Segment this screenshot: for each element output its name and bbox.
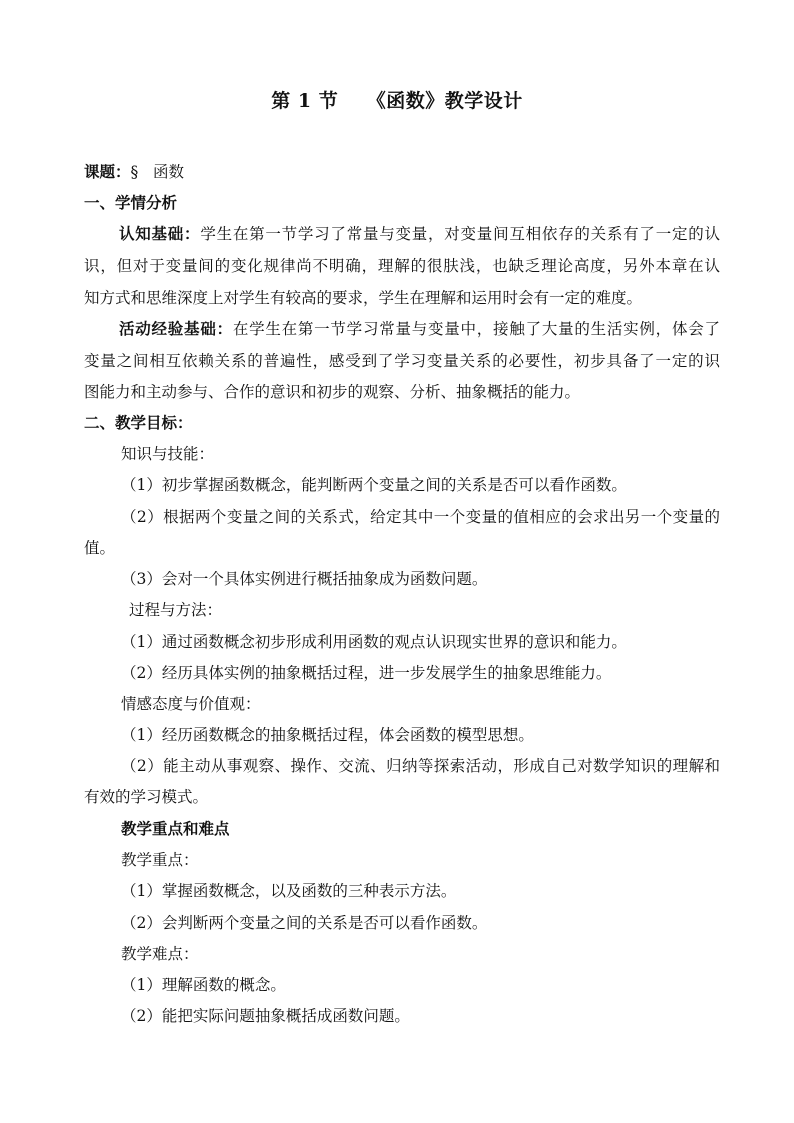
knowledge-label: 知识与技能： [121, 445, 215, 463]
p1-label: 认知基础： [119, 224, 201, 243]
p2-line-2: 变量之间相互依赖关系的普遍性，感受到了学习变量关系的必要性，初步具备了一定的识 [84, 352, 720, 370]
section3-heading: 教学重点和难点 [121, 819, 230, 838]
knowledge-item-1: （1）初步掌握函数概念，能判断两个变量之间的关系是否可以看作函数。 [121, 476, 627, 494]
p2-text-1: 在学生在第一节学习常量与变量中，接触了大量的生活实例，体会了 [232, 320, 720, 338]
knowledge-item-3: （3）会对一个具体实例进行概括抽象成为函数问题。 [121, 570, 488, 588]
key-label: 教学重点： [121, 851, 199, 869]
process-item-1: （1）通过函数概念初步形成利用函数的观点认识现实世界的意识和能力。 [121, 633, 627, 651]
section1-heading: 一、学情分析 [84, 193, 178, 212]
difficult-item-2: （2）能把实际问题抽象概括成函数问题。 [121, 1007, 410, 1025]
emotion-item-1: （1）经历函数概念的抽象概括过程，体会函数的模型思想。 [121, 726, 534, 744]
p1-line-3: 知方式和思维深度上对学生有较高的要求，学生在理解和运用时会有一定的难度。 [84, 289, 643, 307]
emotion-item-2: （2）能主动从事观察、操作、交流、归纳等探索活动，形成自己对数学知识的理解和 [121, 757, 720, 775]
p1-text-1: 学生在第一节学习了常量与变量，对变量间互相依存的关系有了一定的认 [200, 225, 720, 243]
emotion-label: 情感态度与价值观： [121, 695, 261, 713]
knowledge-item-2-cont: 值。 [84, 539, 116, 557]
process-label: 过程与方法： [129, 601, 223, 619]
p1-line-1 [119, 224, 720, 244]
p2-line-1 [119, 319, 720, 339]
page-title: 第 1 节 《函数》教学设计 [271, 90, 523, 112]
section2-heading: 二、教学目标： [84, 413, 193, 432]
p2-line-3: 图能力和主动参与、合作的意识和初步的观察、分析、抽象概括的能力。 [84, 383, 581, 401]
topic-value: § 函数 [130, 163, 185, 181]
p1-line-2: 识，但对于变量间的变化规律尚不明确，理解的很肤浅，也缺乏理论高度，另外本章在认 [84, 257, 720, 275]
difficult-label: 教学难点： [121, 945, 199, 963]
process-item-2: （2）经历具体实例的抽象概括过程，进一步发展学生的抽象思维能力。 [121, 664, 612, 682]
p2-label: 活动经验基础： [119, 319, 233, 338]
key-item-1: （1）掌握函数概念，以及函数的三种表示方法。 [121, 882, 457, 900]
difficult-item-1: （1）理解函数的概念。 [121, 976, 286, 994]
key-item-2: （2）会判断两个变量之间的关系是否可以看作函数。 [121, 914, 488, 932]
knowledge-item-2: （2）根据两个变量之间的关系式，给定其中一个变量的值相应的会求出另一个变量的 [121, 508, 720, 526]
emotion-item-2-cont: 有效的学习模式。 [84, 788, 209, 806]
topic-line [84, 162, 720, 182]
topic-label: 课题： [84, 162, 131, 181]
